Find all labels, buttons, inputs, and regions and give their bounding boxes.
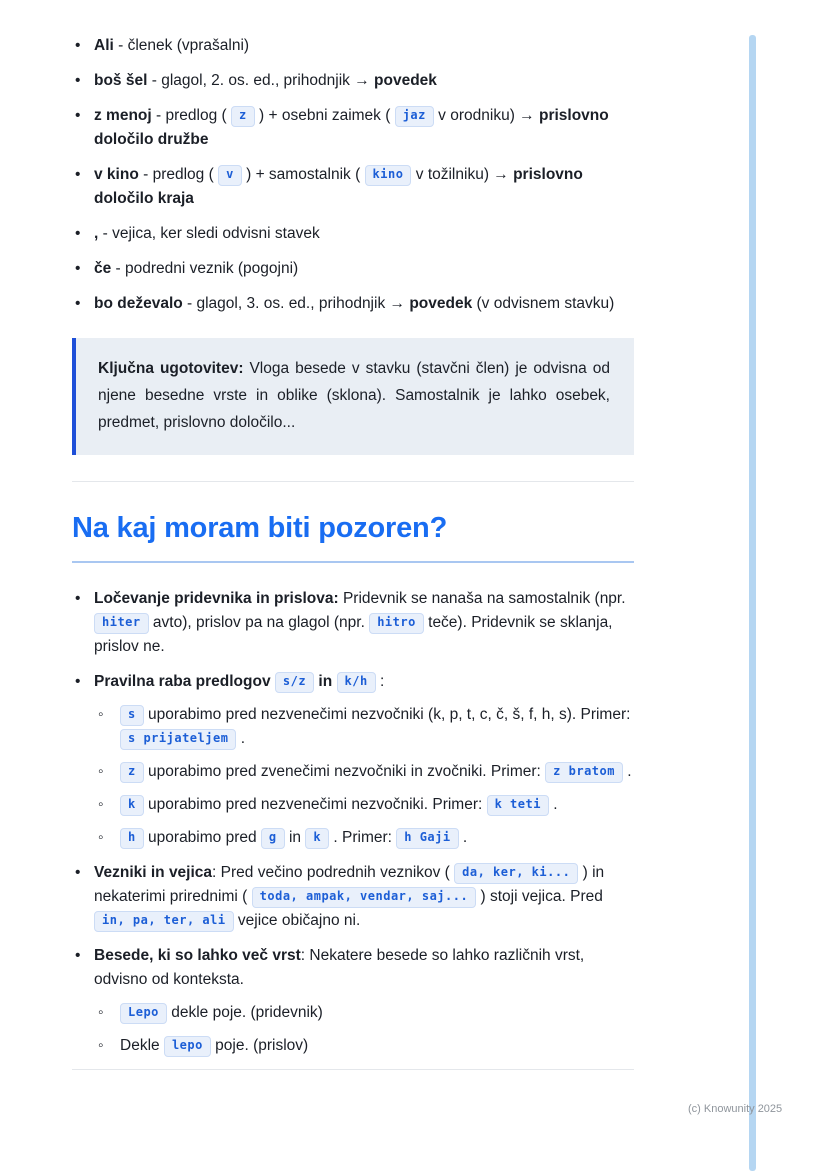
bold-text: prislovno določilo kraja — [94, 166, 583, 208]
list-item-text: z menoj - predlog ( z ) + osebni zaimek ( jaz v orodniku) → prislovno določilo družbe — [94, 107, 609, 149]
code-chip: k teti — [487, 795, 549, 816]
list-item-text: , - vejica, ker sledi odvisni stavek — [94, 225, 320, 243]
code-chip: k — [305, 828, 329, 849]
bold-text: Besede, ki so lahko več vrst — [94, 947, 301, 965]
list-item-text: Ločevanje pridevnika in prislova: Pridevnik se nanaša na samostalnik (npr. hiter avto), prislov pa na glagol (npr. hitro teče). Pridevnik se sklanja, prislov ne. — [94, 590, 626, 656]
code-chip: s prijateljem — [120, 729, 236, 750]
code-chip: kino — [365, 165, 412, 186]
code-chip: v — [218, 165, 242, 186]
sub-list-item-text: k uporabimo pred nezvenečimi nezvočniki. Primer: k teti . — [120, 796, 558, 813]
watermark: (c) Knowunity 2025 — [688, 1103, 783, 1115]
sub-list-item — [94, 793, 634, 817]
bold-text: bo deževalo — [94, 295, 183, 313]
section-title: Na kaj moram biti pozoren? — [72, 512, 448, 545]
list-item — [72, 944, 634, 1058]
code-chip: s — [120, 705, 144, 726]
sub-list-item-text: Dekle lepo poje. (prislov) — [120, 1037, 308, 1054]
bold-text: Ključna ugotovitev: — [98, 360, 244, 378]
bold-text: Vezniki in vejica — [94, 864, 213, 882]
list-item-text: bo deževalo - glagol, 3. os. ed., prihodnjik → povedek (v odvisnem stavku) — [94, 295, 615, 313]
bold-text: Pravilna raba predlogov — [94, 673, 271, 691]
bold-text: Ločevanje pridevnika in prislova: — [94, 590, 339, 608]
sub-list — [94, 1001, 634, 1058]
section-header — [72, 512, 634, 563]
code-chip: z bratom — [545, 762, 623, 783]
sub-list-item-text: Lepo dekle poje. (pridevnik) — [120, 1004, 323, 1021]
list-item-text: če - podredni veznik (pogojni) — [94, 260, 299, 278]
list-item — [72, 292, 634, 316]
code-chip: h Gaji — [396, 828, 458, 849]
list-item-text: v kino - predlog ( v ) + samostalnik ( kino v tožilniku) → prislovno določilo kraja — [94, 166, 583, 208]
sub-list-item — [94, 760, 634, 784]
list-item — [72, 69, 634, 93]
bold-text: in — [318, 673, 333, 691]
bottom-divider — [72, 1069, 634, 1070]
code-chip: jaz — [395, 106, 434, 127]
code-chip: z — [120, 762, 144, 783]
document-content — [72, 34, 634, 1070]
sub-list-item — [94, 1001, 634, 1025]
list-item-text: Besede, ki so lahko več vrst: Nekatere besede so lahko različnih vrst, odvisno od konteksta. — [94, 947, 585, 989]
bold-text: povedek — [374, 72, 437, 90]
code-chip: da, ker, ki... — [454, 863, 578, 884]
bold-text: prislovno določilo družbe — [94, 107, 609, 149]
bold-text: boš šel — [94, 72, 148, 90]
bold-text: , — [94, 225, 99, 243]
list-item — [72, 587, 634, 659]
section-divider — [72, 481, 634, 482]
bold-text: z menoj — [94, 107, 152, 125]
code-chip: lepo — [164, 1036, 211, 1057]
callout-text: Ključna ugotovitev: Vloga besede v stavku (stavčni člen) je odvisna od njene besedne vrste in oblike (sklona). Samostalnik je lahko osebek, predmet, prislovno določilo... — [98, 360, 610, 432]
bold-text: če — [94, 260, 112, 278]
bold-text: Ali — [94, 37, 114, 54]
code-chip: g — [261, 828, 285, 849]
code-chip: hiter — [94, 613, 149, 634]
sub-list-item — [94, 703, 634, 751]
list-item — [72, 670, 634, 850]
list-item-text: Ali - členek (vprašalni) — [94, 37, 250, 54]
code-chip: h — [120, 828, 144, 849]
sub-list — [94, 703, 634, 850]
list-item — [72, 104, 634, 152]
sub-list-item-text: h uporabimo pred g in k . Primer: h Gaji . — [120, 829, 467, 846]
sub-list-item — [94, 826, 634, 850]
code-chip: k/h — [337, 672, 376, 693]
list-item — [72, 34, 634, 58]
list-item-text: Vezniki in vejica: Pred večino podrednih veznikov ( da, ker, ki... ) in nekaterimi prirednimi ( toda, ampak, vendar, saj... ) stoji vejica. Pred in, pa, ter, ali vejice običajno ni. — [94, 864, 604, 929]
bold-text: v kino — [94, 166, 139, 184]
list-item-text: Pravilna raba predlogov s/z in k/h : — [94, 673, 384, 690]
sub-list-item-text: s uporabimo pred nezvenečimi nezvočniki (k, p, t, c, č, š, f, h, s). Primer: s prijateljem . — [120, 706, 630, 747]
list-item — [72, 222, 634, 246]
code-chip: s/z — [275, 672, 314, 693]
list-item — [72, 163, 634, 211]
code-chip: toda, ampak, vendar, saj... — [252, 887, 477, 908]
list-item-text: boš šel - glagol, 2. os. ed., prihodnjik → povedek — [94, 72, 437, 90]
analysis-list — [72, 34, 634, 316]
code-chip: k — [120, 795, 144, 816]
code-chip: Lepo — [120, 1003, 167, 1024]
bold-text: povedek — [409, 295, 473, 313]
code-chip: in, pa, ter, ali — [94, 911, 234, 932]
code-chip: z — [231, 106, 255, 127]
sub-list-item — [94, 1034, 634, 1058]
list-item — [72, 257, 634, 281]
sub-list-item-text: z uporabimo pred zvenečimi nezvočniki in zvočniki. Primer: z bratom . — [120, 763, 632, 780]
attention-list — [72, 587, 634, 1058]
key-insight-callout — [72, 338, 634, 455]
scrollbar-thumb[interactable] — [749, 35, 756, 1171]
list-item — [72, 861, 634, 933]
code-chip: hitro — [369, 613, 424, 634]
